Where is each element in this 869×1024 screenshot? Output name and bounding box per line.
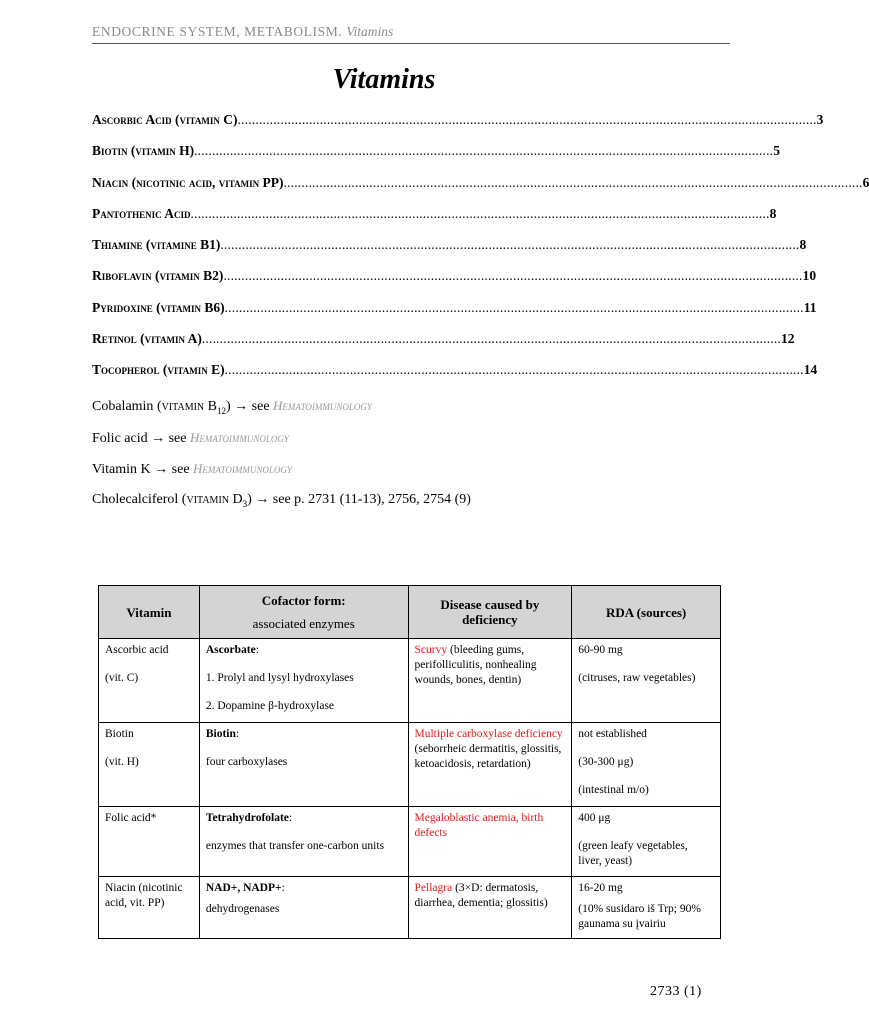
cofactor-cell: Tetrahydrofolate: enzymes that transfer one-carbon units	[199, 807, 408, 877]
cross-ref-name: Vitamin K	[92, 462, 151, 477]
toc-entry-pantothenic-acid[interactable]	[92, 205, 777, 237]
cofactor-name: Biotin	[205, 728, 236, 740]
dot-leader: ..................................................................................................................................................................	[224, 299, 804, 315]
vitamin-cell	[99, 723, 200, 807]
cross-ref-link[interactable]: Hematoimmunology	[193, 461, 292, 476]
table-row	[99, 807, 721, 877]
cofactor-cell: NAD+, NADP+: dehydrogenases	[199, 877, 408, 939]
dot-leader: ..................................................................................................................................................................	[190, 205, 770, 221]
rda-cell	[572, 807, 721, 877]
header-section: ENDOCRINE SYSTEM, METABOLISM	[92, 24, 339, 39]
toc-entry-retinol[interactable]	[92, 331, 795, 362]
vitamin-cell	[99, 639, 200, 723]
rda-sources: (citruses, raw vegetables)	[578, 672, 696, 684]
see-arrow: → see	[154, 462, 190, 477]
toc-entry-label: Thiamine (vitamine B1)	[92, 237, 221, 253]
dot-leader: ..................................................................................................................................................................	[223, 268, 803, 284]
cross-ref-cobalamin: Cobalamin (vitamin $B_{12}$) → see Hematoimmunology	[92, 398, 372, 416]
toc-entry-page: 3	[816, 112, 824, 127]
dot-leader: ..................................................................................................................................................................	[283, 174, 863, 190]
toc-entry-tocopherol[interactable]	[92, 362, 818, 393]
disease-name: Multiple carboxylase deficiency	[414, 728, 563, 740]
rda-cell	[572, 639, 721, 723]
rda-sources: (intestinal m/o)	[578, 784, 649, 796]
toc-entry-page: 8	[769, 205, 777, 221]
toc-entry-biotin[interactable]	[92, 143, 780, 174]
toc-entry-label: Pyridoxine (vitamin B6)	[92, 299, 225, 315]
rda-sources: (10% susidaro iš Trp; 90% gaunama su įvairiu	[578, 903, 701, 930]
table-row	[99, 639, 721, 723]
rda-sources: (green leafy vegetables, liver, yeast)	[578, 840, 688, 867]
see-page-refs: → see p. 2731 (11-13), 2756, 2754 (9)	[255, 492, 471, 507]
toc-entry-label: Niacin (nicotinic acid, vitamin PP)	[92, 174, 284, 190]
column-header-rda: RDA (sources)	[572, 586, 721, 639]
table-row	[99, 877, 721, 939]
dot-leader: ..................................................................................................................................................................	[194, 143, 774, 159]
cofactor-header-title: Cofactor form:	[261, 593, 346, 608]
column-header-disease: Disease caused by deficiency	[408, 586, 572, 639]
table-of-contents	[92, 112, 869, 394]
cofactor-cell: Ascorbate: 1. Prolyl and lysyl hydroxylases 2. Dopamine β-hydroxylase	[199, 639, 408, 723]
disease-detail: (seborrheic dermatitis, glossitis, ketoacidosis, retardation)	[414, 743, 562, 770]
toc-entry-page: 8	[799, 237, 807, 253]
toc-entry-page: 6	[862, 174, 869, 190]
toc-entry-label: Biotin (vitamin H)	[92, 143, 195, 159]
toc-entry-page: 11	[803, 299, 817, 315]
see-arrow: → see	[234, 399, 270, 414]
dot-leader: ..................................................................................................................................................................	[220, 237, 800, 253]
enzyme-item: 1. Prolyl and lysyl hydroxylases	[205, 672, 354, 684]
rda-amount: 60-90 mg	[578, 644, 623, 656]
toc-entry-ascorbic-acid[interactable]	[92, 112, 824, 143]
vitamin-alias: (vit. H)	[105, 756, 139, 768]
toc-entry-riboflavin[interactable]	[92, 268, 817, 299]
disease-cell	[408, 639, 572, 723]
cofactor-name: NAD+, NADP+	[205, 882, 282, 894]
toc-entry-thiamine[interactable]	[92, 237, 807, 268]
enzyme-item: 2. Dopamine β-hydroxylase	[205, 700, 335, 712]
disease-name: Pellagra	[414, 882, 453, 894]
toc-entry-page: 5	[773, 143, 780, 159]
column-header-vitamin: Vitamin	[99, 586, 200, 639]
subscript: 3	[242, 498, 248, 509]
rda-amount: 16-20 mg	[578, 882, 623, 894]
cross-ref-paren: vitamin B	[161, 399, 217, 414]
toc-entry-pyridoxine[interactable]	[92, 299, 817, 331]
cross-ref-paren: vitamin D	[186, 492, 243, 507]
cross-ref-link[interactable]: Hematoimmunology	[273, 398, 372, 413]
enzyme-item: dehydrogenases	[205, 903, 280, 915]
toc-entry-label: Tocopherol (vitamin E)	[92, 362, 225, 378]
vitamin-table	[98, 585, 721, 939]
toc-entry-label: Riboflavin (vitamin B2)	[92, 268, 224, 284]
disease-detail: (bleeding gums, perifolliculitis, nonhealing wounds, bones, dentin)	[414, 644, 537, 686]
subscript: 12	[216, 405, 226, 416]
cofactor-cell: Biotin: four carboxylases	[199, 723, 408, 807]
enzyme-item: enzymes that transfer one-carbon units	[205, 840, 385, 852]
toc-entry-label: Ascorbic Acid (vitamin C)	[92, 112, 238, 127]
cross-ref-link[interactable]: Hematoimmunology	[190, 430, 289, 445]
page-title: Vitamins	[332, 64, 436, 95]
disease-cell	[408, 807, 572, 877]
vitamin-cell	[99, 877, 200, 939]
header-subsection: Vitamins	[346, 24, 394, 39]
dot-leader: ..................................................................................................................................................................	[224, 362, 804, 378]
vitamin-name: Folic acid*	[105, 812, 157, 824]
disease-cell	[408, 877, 572, 939]
toc-entry-page: 10	[802, 268, 817, 284]
vitamin-alias: (vit. C)	[105, 672, 139, 684]
toc-entry-label: Retinol (vitamin A)	[92, 331, 202, 347]
disease-name: Megaloblastic anemia, birth defects	[414, 812, 544, 839]
cofactor-name: Ascorbate	[205, 644, 256, 656]
rda-cell	[572, 723, 721, 807]
vitamin-name: Niacin (nicotinic acid, vit. PP)	[105, 882, 183, 909]
toc-entry-page: 14	[803, 362, 818, 378]
dot-leader: ..................................................................................................................................................................	[201, 331, 781, 347]
cofactor-header-sub: associated enzymes	[252, 616, 355, 631]
toc-entry-page: 12	[781, 331, 795, 347]
vitamin-name: Ascorbic acid	[105, 644, 169, 656]
disease-cell	[408, 723, 572, 807]
rda-cell	[572, 877, 721, 939]
running-header: ENDOCRINE SYSTEM, METABOLISM. Vitamins	[92, 24, 730, 44]
cross-ref-cholecalciferol: Cholecalciferol (vitamin $D_3$) → see p. 2731 (11-13), 2756, 2754 (9)	[92, 492, 471, 509]
toc-entry-niacin[interactable]	[92, 174, 869, 206]
toc-entry-label: Pantothenic Acid	[92, 205, 191, 221]
table-header-row	[99, 586, 721, 639]
cross-ref-name: Folic acid	[92, 431, 148, 446]
cross-ref-folic-acid	[92, 430, 732, 447]
disease-name: Scurvy	[414, 644, 448, 656]
table-row	[99, 723, 721, 807]
enzyme-item: four carboxylases	[205, 756, 288, 768]
column-header-cofactor	[199, 586, 408, 639]
cofactor-name: Tetrahydrofolate	[205, 812, 289, 824]
rda-amount: not established	[578, 728, 647, 740]
vitamin-name: Biotin	[105, 728, 134, 740]
cross-ref-name: Cobalamin	[92, 399, 154, 414]
see-arrow: → see	[151, 431, 187, 446]
disease-detail: (3×D: dermatosis, diarrhea, dementia; glossitis)	[414, 882, 548, 909]
rda-range: (30-300 μg)	[578, 756, 634, 768]
cross-ref-vitamin-k	[92, 461, 732, 478]
cross-ref-name: Cholecalciferol	[92, 492, 179, 507]
rda-amount: 400 μg	[578, 812, 611, 824]
page-number: 2733 (1)	[650, 984, 702, 999]
vitamin-cell	[99, 807, 200, 877]
dot-leader: ..................................................................................................................................................................	[237, 112, 817, 127]
